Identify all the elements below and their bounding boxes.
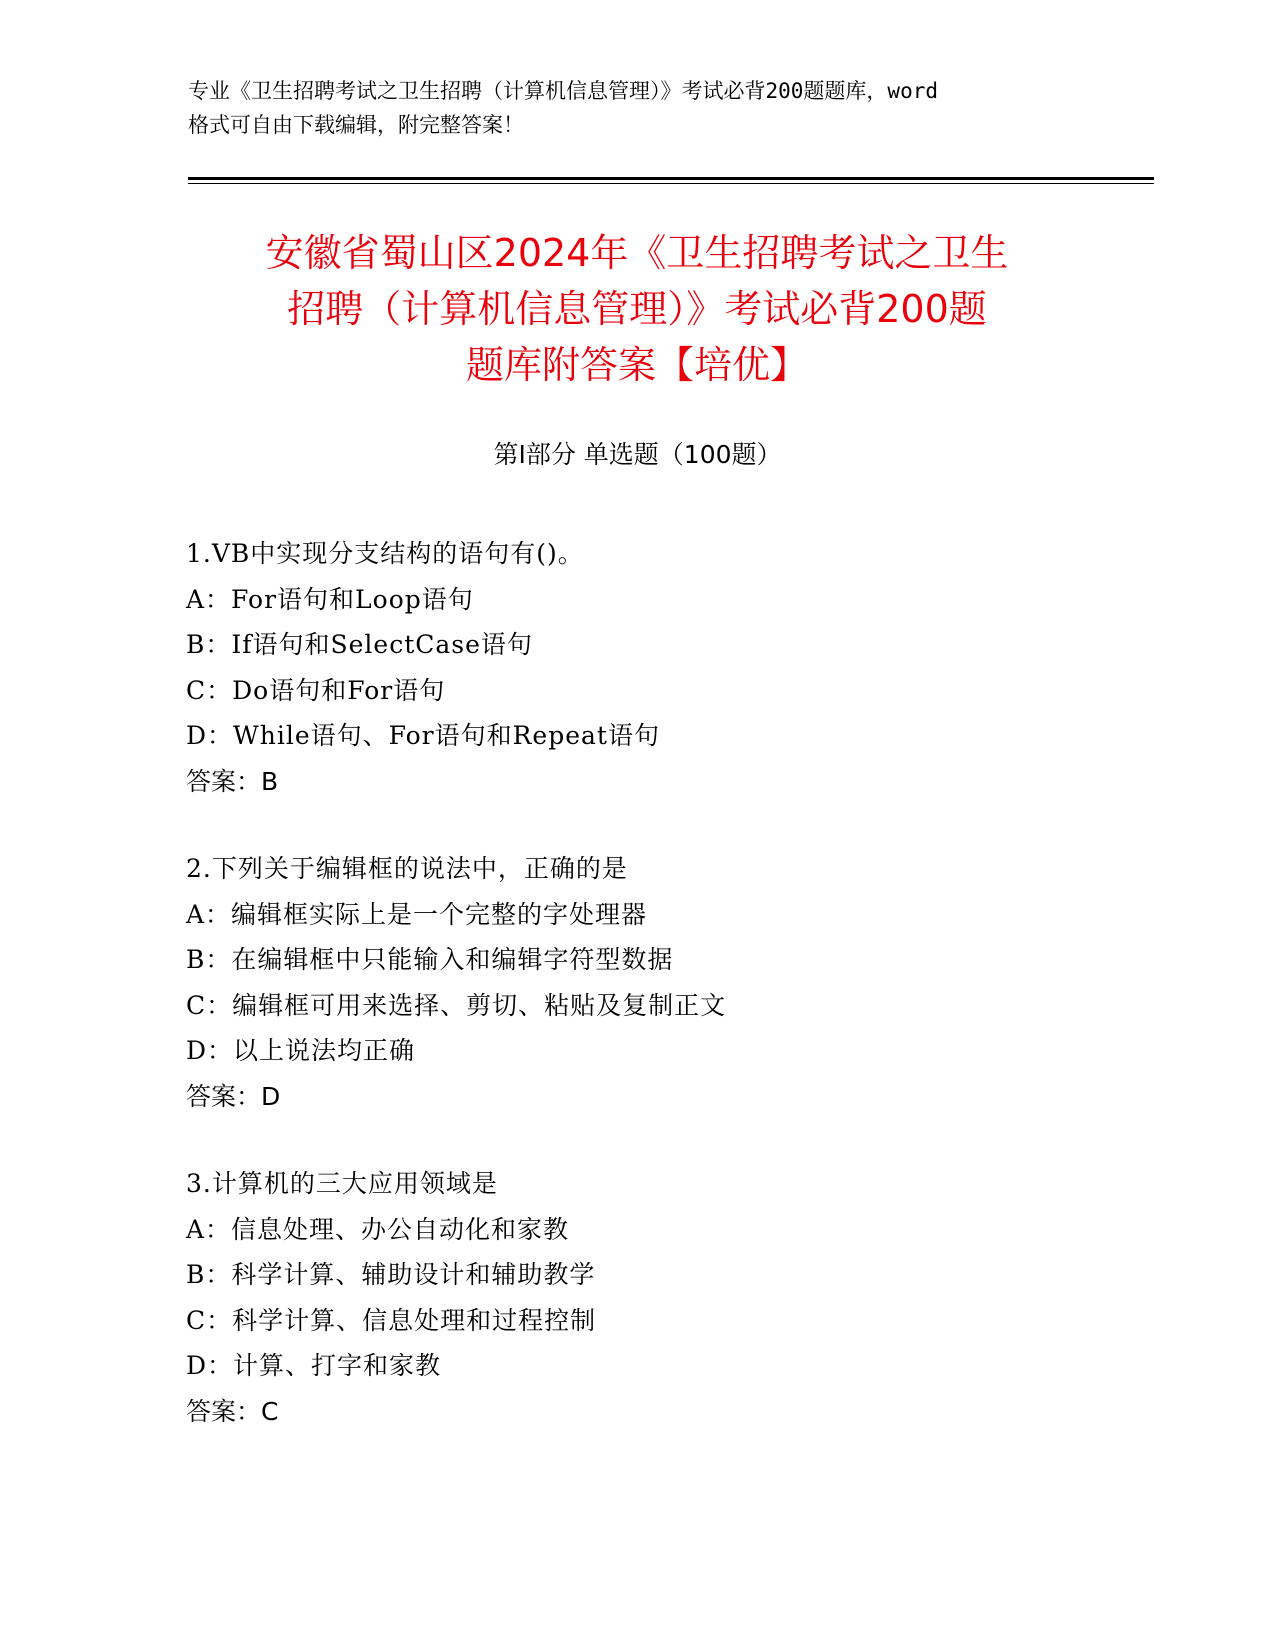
option-b: B：科学计算、辅助设计和辅助教学 xyxy=(186,1260,596,1289)
header-note-line-2: 格式可自由下载编辑，附完整答案！ xyxy=(188,113,524,137)
document-title xyxy=(168,225,1106,393)
question-stem: 1.VB中实现分支结构的语句有()。 xyxy=(186,539,584,568)
question-list xyxy=(186,531,1136,1476)
option-c: C：编辑框可用来选择、剪切、粘贴及复制正文 xyxy=(186,990,727,1020)
option-b: B：If语句和SelectCase语句 xyxy=(186,630,533,659)
document-title-line-2: 招聘（计算机信息管理）》考试必背200题 xyxy=(287,287,987,331)
option-b: B：在编辑框中只能输入和编辑字符型数据 xyxy=(186,945,674,974)
header-divider-thin xyxy=(188,183,1154,184)
option-a: A：信息处理、办公自动化和家教 xyxy=(186,1214,570,1244)
option-d: D：以上说法均正确 xyxy=(186,1036,416,1065)
header-divider-thick xyxy=(188,177,1154,180)
document-title-line-1: 安徽省蜀山区2024年《卫生招聘考试之卫生 xyxy=(265,231,1009,275)
option-d: D：While语句、For语句和Repeat语句 xyxy=(186,721,660,750)
option-c: C：科学计算、信息处理和过程控制 xyxy=(186,1305,597,1335)
question-item xyxy=(186,1161,1136,1434)
header-note-line-1: 专业《卫生招聘考试之卫生招聘（计算机信息管理）》考试必背200题题库，word xyxy=(188,79,938,103)
option-a: A：编辑框实际上是一个完整的字处理器 xyxy=(186,899,648,929)
question-item xyxy=(186,846,1136,1119)
option-a: A：For语句和Loop语句 xyxy=(186,584,474,614)
header-note xyxy=(188,74,1088,142)
question-stem: 2.下列关于编辑框的说法中，正确的是 xyxy=(186,854,628,883)
option-c: C：Do语句和For语句 xyxy=(186,675,446,705)
document-title-line-3: 题库附答案【培优】 xyxy=(465,343,808,387)
question-item xyxy=(186,531,1136,804)
option-d: D：计算、打字和家教 xyxy=(186,1351,442,1380)
answer-label: 答案：B xyxy=(186,766,279,796)
answer-label: 答案：D xyxy=(186,1081,281,1111)
answer-label: 答案：C xyxy=(186,1396,279,1426)
section-title: 第Ⅰ部分 单选题（100题） xyxy=(493,440,782,469)
question-stem: 3.计算机的三大应用领域是 xyxy=(186,1169,498,1198)
